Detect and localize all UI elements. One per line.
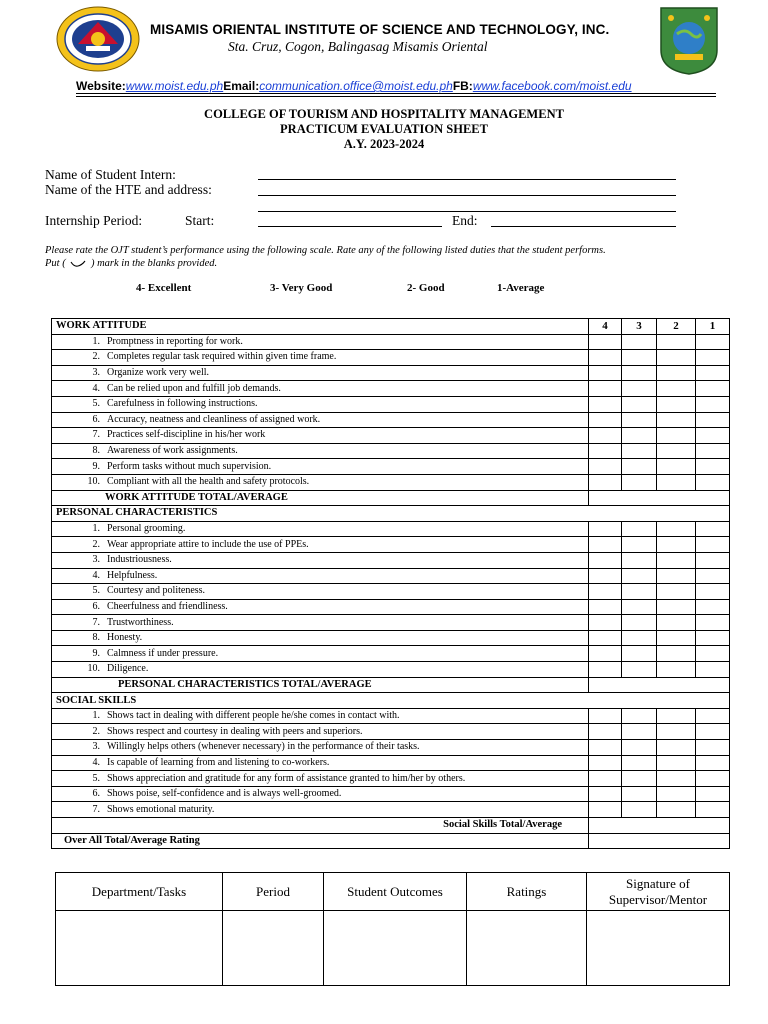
rating-cell[interactable] (589, 584, 622, 600)
item-text: Cheerfulness and friendliness. (107, 600, 228, 612)
rating-cell[interactable] (696, 552, 730, 568)
rating-cell[interactable] (696, 599, 730, 615)
rating-cell[interactable] (589, 646, 622, 662)
item-number: 10. (87, 663, 100, 675)
table-row (52, 459, 730, 475)
item-text: Can be relied upon and fulfill job demands. (107, 382, 281, 394)
rating-cell[interactable] (589, 708, 622, 724)
criteria-item (52, 521, 589, 537)
rating-cell[interactable] (657, 365, 696, 381)
criteria-item (52, 755, 589, 771)
item-number: 9. (92, 647, 100, 659)
table-row (52, 599, 730, 615)
rating-cell[interactable] (589, 755, 622, 771)
ratings-cell[interactable] (467, 911, 587, 986)
rating-cell[interactable] (696, 396, 730, 412)
criteria-item (52, 350, 589, 366)
table-row (52, 724, 730, 740)
social-skills-total-value[interactable] (589, 818, 730, 834)
work-attitude-total-label: WORK ATTITUDE TOTAL/AVERAGE (52, 490, 589, 506)
hte-address-field[interactable] (258, 211, 676, 212)
rating-cell[interactable] (657, 474, 696, 490)
email-label: Email: (223, 79, 260, 93)
item-number: 6. (92, 600, 100, 612)
table-row (52, 365, 730, 381)
rating-cell[interactable] (589, 459, 622, 475)
rating-cell[interactable] (622, 365, 657, 381)
item-text: Industriousness. (107, 554, 172, 566)
rating-cell[interactable] (589, 396, 622, 412)
rating-cell[interactable] (622, 802, 657, 818)
rating-cell[interactable] (657, 646, 696, 662)
rating-cell[interactable] (696, 365, 730, 381)
rating-cell[interactable] (657, 708, 696, 724)
column-2: 2 (657, 319, 696, 335)
rating-cell[interactable] (589, 443, 622, 459)
rating-cell[interactable] (622, 615, 657, 631)
table-row (52, 396, 730, 412)
scale-excellent: 4- Excellent (136, 282, 192, 294)
academic-year: A.Y. 2023-2024 (343, 137, 425, 151)
table-row (52, 381, 730, 397)
rating-cell[interactable] (622, 630, 657, 646)
rating-cell[interactable] (657, 568, 696, 584)
item-text: Shows emotional maturity. (107, 803, 215, 815)
rating-cell[interactable] (696, 786, 730, 802)
criteria-item (52, 443, 589, 459)
rating-cell[interactable] (657, 459, 696, 475)
criteria-item (52, 630, 589, 646)
item-number: 5. (92, 772, 100, 784)
item-text: Diligence. (107, 663, 149, 675)
personal-characteristics-total-value[interactable] (589, 677, 730, 693)
hte-label: Name of the HTE and address: (45, 182, 212, 197)
rating-cell[interactable] (696, 521, 730, 537)
rating-cell[interactable] (622, 584, 657, 600)
internship-period-label: Internship Period: (45, 213, 143, 228)
rating-cell[interactable] (657, 443, 696, 459)
work-attitude-heading: WORK ATTITUDE (52, 319, 589, 335)
header-divider (76, 93, 716, 94)
item-text: Compliant with all the health and safety protocols. (107, 476, 310, 488)
social-skills-heading: SOCIAL SKILLS (52, 693, 730, 709)
rating-cell[interactable] (622, 786, 657, 802)
item-number: 3. (92, 367, 100, 379)
item-text: Shows respect and courtesy in dealing with peers and superiors. (107, 725, 363, 737)
rating-cell[interactable] (657, 381, 696, 397)
item-text: Organize work very well. (107, 367, 210, 379)
item-number: 4. (92, 382, 100, 394)
rating-cell[interactable] (696, 568, 730, 584)
criteria-item (52, 459, 589, 475)
signature-cell[interactable] (587, 911, 730, 986)
student-outcomes-cell[interactable] (324, 911, 467, 986)
check-icon (68, 259, 88, 269)
rating-cell[interactable] (657, 662, 696, 678)
rating-cell[interactable] (589, 615, 622, 631)
criteria-item (52, 537, 589, 553)
website-label: Website: (76, 79, 126, 93)
table-row (52, 428, 730, 444)
rating-cell[interactable] (696, 428, 730, 444)
item-text: Willingly helps others (whenever necessary) in the performance of their tasks. (107, 741, 420, 753)
item-number: 5. (92, 398, 100, 410)
item-number: 2. (92, 725, 100, 737)
table-row (52, 740, 730, 756)
rating-cell[interactable] (622, 568, 657, 584)
fb-label: FB: (452, 79, 473, 93)
table-row (52, 802, 730, 818)
end-date-field[interactable] (491, 226, 676, 227)
rating-cell[interactable] (589, 568, 622, 584)
rating-cell[interactable] (589, 786, 622, 802)
rating-cell[interactable] (622, 350, 657, 366)
rating-cell[interactable] (589, 334, 622, 350)
item-number: 7. (92, 616, 100, 628)
item-number: 1. (92, 335, 100, 347)
rating-cell[interactable] (657, 630, 696, 646)
item-text: Awareness of work assignments. (107, 445, 238, 457)
scale-average: 1-Average (497, 282, 545, 294)
rating-cell[interactable] (622, 537, 657, 553)
rating-cell[interactable] (622, 740, 657, 756)
rating-cell[interactable] (696, 334, 730, 350)
criteria-item (52, 334, 589, 350)
student-intern-field[interactable] (258, 179, 676, 180)
rating-cell[interactable] (622, 552, 657, 568)
rating-cell[interactable] (696, 350, 730, 366)
institution-address: Sta. Cruz, Cogon, Balingasag Misamis Oriental (228, 39, 488, 54)
item-number: 1. (92, 710, 100, 722)
supervisor-table-header (56, 873, 730, 911)
rating-cell[interactable] (657, 412, 696, 428)
criteria-item (52, 646, 589, 662)
scale-good: 2- Good (407, 282, 445, 294)
rating-cell[interactable] (657, 428, 696, 444)
item-text: Is capable of learning from and listening to co-workers. (107, 756, 330, 768)
rating-cell[interactable] (696, 708, 730, 724)
rating-cell[interactable] (589, 724, 622, 740)
instructions-line-1: Please rate the OJT student’s performance using the following scale. Rate any of the following listed duties that the student performs. (45, 245, 606, 256)
rating-cell[interactable] (696, 771, 730, 787)
item-text: Courtesy and politeness. (107, 585, 206, 597)
rating-cell[interactable] (657, 334, 696, 350)
item-text: Shows tact in dealing with different people he/she comes in contact with. (107, 710, 400, 722)
rating-cell[interactable] (622, 646, 657, 662)
item-number: 8. (92, 632, 100, 644)
ratings-header: Ratings (467, 873, 587, 911)
student-intern-label: Name of Student Intern: (45, 167, 176, 182)
table-row (52, 568, 730, 584)
rating-cell[interactable] (696, 474, 730, 490)
table-row (52, 771, 730, 787)
social-skills-total-label: Social Skills Total/Average (52, 818, 589, 834)
item-number: 7. (92, 429, 100, 441)
column-3: 3 (622, 319, 657, 335)
item-number: 1. (92, 523, 100, 535)
department-tasks-cell[interactable] (56, 911, 223, 986)
student-outcomes-header: Student Outcomes (324, 873, 467, 911)
item-number: 4. (92, 756, 100, 768)
supervisor-table (55, 872, 730, 986)
item-text: Promptness in reporting for work. (107, 335, 243, 347)
rating-cell[interactable] (622, 443, 657, 459)
table-header-row (52, 319, 730, 335)
criteria-item (52, 662, 589, 678)
criteria-item (52, 724, 589, 740)
rating-cell[interactable] (696, 755, 730, 771)
item-number: 2. (92, 351, 100, 363)
sheet-title: PRACTICUM EVALUATION SHEET (280, 122, 488, 136)
rating-cell[interactable] (696, 802, 730, 818)
table-row (52, 615, 730, 631)
rating-cell[interactable] (622, 708, 657, 724)
rating-cell[interactable] (589, 365, 622, 381)
social-skills-heading-row (52, 693, 730, 709)
table-row (52, 584, 730, 600)
rating-cell[interactable] (657, 740, 696, 756)
rating-cell[interactable] (696, 459, 730, 475)
personal-characteristics-total-label: PERSONAL CHARACTERISTICS TOTAL/AVERAGE (52, 677, 589, 693)
item-text: Trustworthiness. (107, 616, 174, 628)
table-row (52, 537, 730, 553)
criteria-item (52, 381, 589, 397)
start-label: Start: (185, 213, 215, 228)
item-text: Shows appreciation and gratitude for any form of assistance granted to him/her by others. (107, 772, 466, 784)
rating-cell[interactable] (622, 724, 657, 740)
criteria-item (52, 474, 589, 490)
criteria-item (52, 599, 589, 615)
item-number: 3. (92, 741, 100, 753)
rating-cell[interactable] (589, 350, 622, 366)
rating-cell[interactable] (696, 584, 730, 600)
item-text: Perform tasks without much supervision. (107, 460, 272, 472)
instructions-mark: ) mark in the blanks provided. (90, 258, 218, 269)
rating-cell[interactable] (696, 646, 730, 662)
rating-cell[interactable] (622, 771, 657, 787)
table-row (52, 350, 730, 366)
criteria-item (52, 740, 589, 756)
supervisor-table-row (56, 911, 730, 986)
rating-cell[interactable] (696, 740, 730, 756)
start-date-field[interactable] (258, 226, 442, 227)
rating-cell[interactable] (657, 599, 696, 615)
rating-cell[interactable] (589, 412, 622, 428)
criteria-item (52, 584, 589, 600)
rating-cell[interactable] (657, 771, 696, 787)
table-row (52, 755, 730, 771)
table-row (52, 786, 730, 802)
table-row (52, 443, 730, 459)
rating-cell[interactable] (622, 521, 657, 537)
rating-cell[interactable] (696, 724, 730, 740)
table-row (52, 552, 730, 568)
item-number: 3. (92, 554, 100, 566)
social-skills-total-row (52, 818, 730, 834)
institution-seal-icon (56, 6, 140, 72)
period-header: Period (223, 873, 324, 911)
criteria-item (52, 615, 589, 631)
criteria-item (52, 412, 589, 428)
overall-rating-row (52, 833, 730, 849)
table-row (52, 521, 730, 537)
rating-cell[interactable] (589, 662, 622, 678)
rating-cell[interactable] (589, 428, 622, 444)
rating-cell[interactable] (657, 786, 696, 802)
item-text: Calmness if under pressure. (107, 647, 219, 659)
rating-cell[interactable] (589, 537, 622, 553)
rating-cell[interactable] (696, 412, 730, 428)
personal-characteristics-total-row (52, 677, 730, 693)
signature-header: Signature of Supervisor/Mentor (587, 873, 730, 911)
item-number: 9. (92, 460, 100, 472)
item-number: 10. (87, 476, 100, 488)
personal-characteristics-heading: PERSONAL CHARACTERISTICS (52, 506, 730, 522)
rating-cell[interactable] (589, 802, 622, 818)
item-number: 7. (92, 803, 100, 815)
table-row (52, 412, 730, 428)
item-text: Personal grooming. (107, 523, 186, 535)
rating-cell[interactable] (657, 537, 696, 553)
rating-cell[interactable] (696, 662, 730, 678)
item-text: Accuracy, neatness and cleanliness of assigned work. (107, 413, 321, 425)
rating-cell[interactable] (622, 599, 657, 615)
period-cell[interactable] (223, 911, 324, 986)
item-number: 2. (92, 538, 100, 550)
rating-cell[interactable] (622, 755, 657, 771)
rating-cell[interactable] (589, 630, 622, 646)
item-text: Shows poise, self-confidence and is always well-groomed. (107, 788, 342, 800)
item-number: 5. (92, 585, 100, 597)
rating-cell[interactable] (657, 584, 696, 600)
criteria-item (52, 396, 589, 412)
criteria-item (52, 365, 589, 381)
college-logo-icon (657, 4, 721, 76)
facebook-link[interactable]: www.facebook.com/moist.edu (472, 79, 632, 93)
criteria-item (52, 428, 589, 444)
scale-very-good: 3- Very Good (270, 282, 333, 294)
rating-cell[interactable] (622, 334, 657, 350)
criteria-item (52, 552, 589, 568)
header-divider-thin (76, 96, 716, 97)
column-4: 4 (589, 319, 622, 335)
rating-cell[interactable] (657, 724, 696, 740)
end-label: End: (452, 213, 478, 228)
rating-cell[interactable] (657, 615, 696, 631)
personal-characteristics-heading-row (52, 506, 730, 522)
criteria-item (52, 771, 589, 787)
rating-cell[interactable] (657, 802, 696, 818)
rating-cell[interactable] (622, 396, 657, 412)
contact-line (76, 79, 632, 93)
criteria-item (52, 786, 589, 802)
rating-cell[interactable] (657, 552, 696, 568)
table-row (52, 708, 730, 724)
criteria-item (52, 568, 589, 584)
work-attitude-total-row (52, 490, 730, 506)
email-link[interactable]: communication.office@moist.edu.ph (259, 79, 453, 93)
criteria-item (52, 802, 589, 818)
rating-cell[interactable] (589, 474, 622, 490)
rating-cell[interactable] (622, 459, 657, 475)
item-text: Honesty. (107, 632, 143, 644)
item-text: Practices self-discipline in his/her work (107, 429, 266, 441)
rating-cell[interactable] (696, 615, 730, 631)
rating-cell[interactable] (589, 599, 622, 615)
table-row (52, 474, 730, 490)
rating-cell[interactable] (657, 350, 696, 366)
item-text: Wear appropriate attire to include the use of PPEs. (107, 538, 309, 550)
overall-rating-label: Over All Total/Average Rating (52, 833, 589, 849)
overall-rating-value[interactable] (589, 833, 730, 849)
rating-cell[interactable] (622, 381, 657, 397)
table-row (52, 662, 730, 678)
item-text: Helpfulness. (107, 569, 158, 581)
rating-cell[interactable] (622, 474, 657, 490)
criteria-item (52, 708, 589, 724)
item-number: 8. (92, 445, 100, 457)
table-row (52, 630, 730, 646)
institution-name: MISAMIS ORIENTAL INSTITUTE OF SCIENCE AND TECHNOLOGY, INC. (150, 22, 610, 37)
item-text: Completes regular task required within given time frame. (107, 351, 337, 363)
rating-cell[interactable] (589, 771, 622, 787)
rating-cell[interactable] (622, 428, 657, 444)
rating-cell[interactable] (589, 521, 622, 537)
instructions-put: Put ( (45, 258, 66, 269)
college-title: COLLEGE OF TOURISM AND HOSPITALITY MANAGEMENT (204, 107, 564, 121)
item-number: 4. (92, 569, 100, 581)
rating-cell[interactable] (657, 521, 696, 537)
rating-cell[interactable] (696, 443, 730, 459)
rating-cell[interactable] (696, 381, 730, 397)
rating-cell[interactable] (589, 381, 622, 397)
website-link[interactable]: www.moist.edu.ph (125, 79, 224, 93)
rating-cell[interactable] (589, 740, 622, 756)
evaluation-table (51, 318, 730, 849)
rating-cell[interactable] (696, 537, 730, 553)
table-row (52, 646, 730, 662)
item-number: 6. (92, 413, 100, 425)
rating-cell[interactable] (696, 630, 730, 646)
item-number: 6. (92, 788, 100, 800)
department-tasks-header: Department/Tasks (56, 873, 223, 911)
item-text: Carefulness in following instructions. (107, 398, 258, 410)
hte-field[interactable] (258, 195, 676, 196)
rating-cell[interactable] (622, 662, 657, 678)
instructions (45, 244, 735, 270)
rating-cell[interactable] (622, 412, 657, 428)
column-1: 1 (696, 319, 730, 335)
rating-cell[interactable] (657, 396, 696, 412)
work-attitude-total-value[interactable] (589, 490, 730, 506)
table-row (52, 334, 730, 350)
rating-cell[interactable] (589, 552, 622, 568)
rating-cell[interactable] (657, 755, 696, 771)
